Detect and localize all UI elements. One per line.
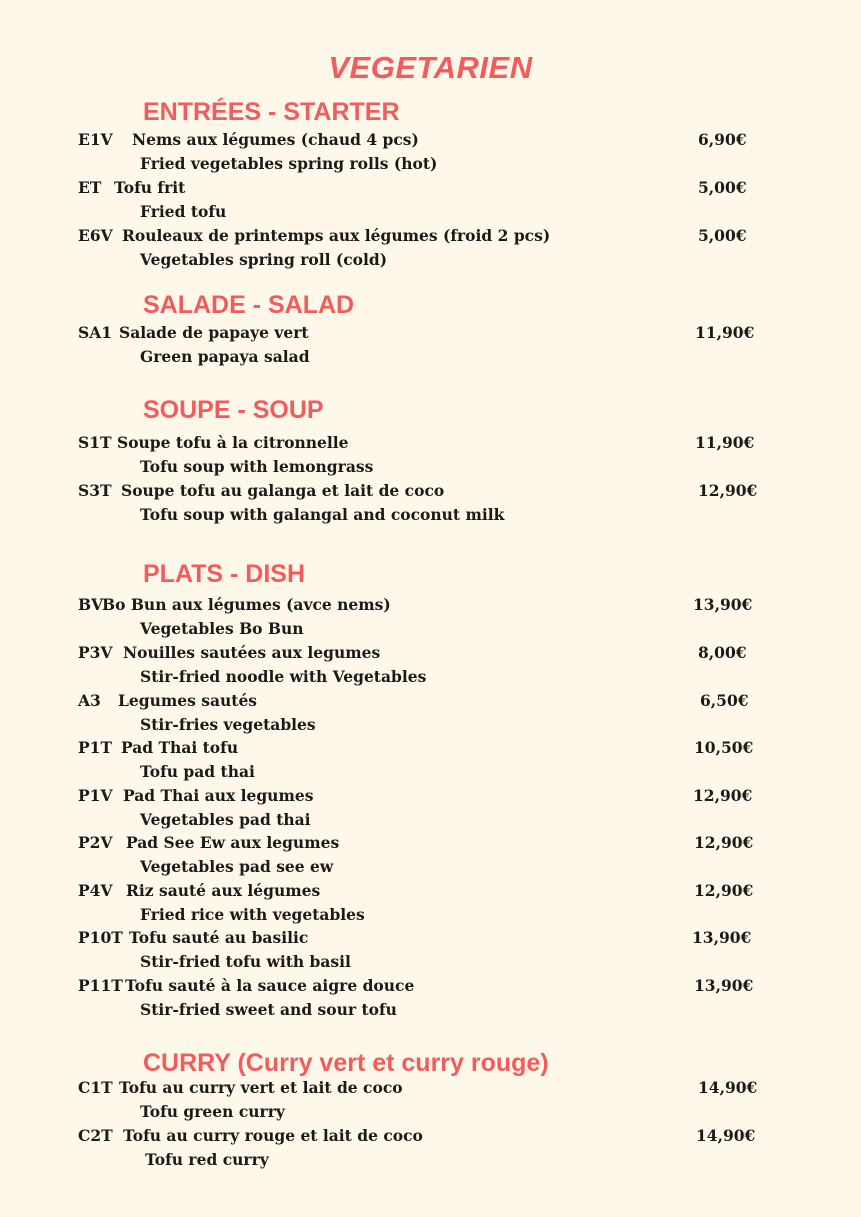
item-code: C2T: [78, 1126, 113, 1145]
section-heading-curry: CURRY (Curry vert et curry rouge): [143, 1049, 549, 1077]
item-name: Tofu sauté au basilic: [129, 928, 309, 947]
item-price: 11,90€: [695, 433, 755, 452]
item-english-name: Fried vegetables spring rolls (hot): [140, 154, 438, 173]
item-price: 5,00€: [698, 226, 747, 245]
item-code: P2V: [78, 833, 113, 852]
menu-item-row: [78, 432, 758, 454]
menu-item-row: [78, 690, 758, 712]
item-code: E6V: [78, 226, 113, 245]
item-english-name: Stir-fried sweet and sour tofu: [140, 1000, 397, 1019]
item-price: 13,90€: [693, 595, 753, 614]
item-english-name: Fried rice with vegetables: [140, 905, 365, 924]
item-name: Riz sauté aux légumes: [126, 881, 321, 900]
section-heading-dish: PLATS - DISH: [143, 560, 306, 588]
item-price: 12,90€: [694, 833, 754, 852]
item-price: 14,90€: [696, 1126, 756, 1145]
item-code: A3: [78, 691, 101, 710]
item-english-name: Vegetables spring roll (cold): [140, 250, 388, 269]
menu-item-row: [78, 322, 758, 344]
menu-item-row: [78, 480, 758, 502]
item-code: BV: [78, 595, 104, 614]
item-name: Rouleaux de printemps aux légumes (froid 2 pcs): [122, 226, 551, 245]
menu-item-row: [78, 642, 758, 664]
item-name: Tofu au curry rouge et lait de coco: [123, 1126, 423, 1145]
item-price: 11,90€: [695, 323, 755, 342]
section-heading-starter: ENTRÉES - STARTER: [143, 98, 400, 126]
item-code: P10T: [78, 928, 123, 947]
menu-item-row: [78, 594, 758, 616]
menu-item-row: [78, 129, 758, 151]
item-price: 10,50€: [694, 738, 754, 757]
item-code: P11T: [78, 976, 123, 995]
menu-item-row: [78, 177, 758, 199]
menu-item-row: [78, 1077, 758, 1099]
menu-item-row: [78, 737, 758, 759]
item-name: Tofu sauté à la sauce aigre douce: [125, 976, 415, 995]
menu-item-row: [78, 832, 758, 854]
item-code: S3T: [78, 481, 112, 500]
item-english-name: Vegetables Bo Bun: [140, 619, 304, 638]
item-name: Nouilles sautées aux legumes: [123, 643, 381, 662]
item-price: 14,90€: [698, 1078, 758, 1097]
item-name: Pad See Ew aux legumes: [126, 833, 340, 852]
item-price: 12,90€: [693, 786, 753, 805]
item-code: SA1: [78, 323, 113, 342]
item-english-name: Tofu pad thai: [140, 762, 255, 781]
item-name: Pad Thai tofu: [121, 738, 239, 757]
item-price: 8,00€: [698, 643, 747, 662]
item-code: P4V: [78, 881, 113, 900]
item-english-name: Stir-fried noodle with Vegetables: [140, 667, 427, 686]
item-name: Soupe tofu au galanga et lait de coco: [121, 481, 445, 500]
item-english-name: Tofu red curry: [145, 1150, 269, 1169]
item-name: Soupe tofu à la citronnelle: [117, 433, 349, 452]
menu-item-row: [78, 880, 758, 902]
menu-item-row: [78, 1125, 758, 1147]
item-price: 5,00€: [698, 178, 747, 197]
item-english-name: Tofu soup with lemongrass: [140, 457, 374, 476]
item-price: 13,90€: [692, 928, 752, 947]
item-name: Bo Bun aux légumes (avce nems): [102, 595, 391, 614]
item-name: Tofu frit: [114, 178, 186, 197]
item-name: Legumes sautés: [118, 691, 258, 710]
item-code: P3V: [78, 643, 113, 662]
menu-item-row: [78, 927, 758, 949]
item-name: Pad Thai aux legumes: [123, 786, 314, 805]
section-heading-salad: SALADE - SALAD: [143, 291, 355, 319]
item-english-name: Vegetables pad see ew: [140, 857, 334, 876]
item-price: 13,90€: [694, 976, 754, 995]
item-code: S1T: [78, 433, 112, 452]
section-heading-soup: SOUPE - SOUP: [143, 396, 324, 424]
menu-item-row: [78, 225, 758, 247]
item-english-name: Vegetables pad thai: [140, 810, 311, 829]
item-price: 6,50€: [700, 691, 749, 710]
item-code: C1T: [78, 1078, 113, 1097]
menu-title: VEGETARIEN: [328, 50, 533, 85]
item-code: E1V: [78, 130, 113, 149]
item-price: 12,90€: [694, 881, 754, 900]
item-english-name: Tofu soup with galangal and coconut milk: [140, 505, 505, 524]
item-english-name: Stir-fries vegetables: [140, 715, 316, 734]
item-english-name: Fried tofu: [140, 202, 227, 221]
item-price: 6,90€: [698, 130, 747, 149]
item-code: P1T: [78, 738, 112, 757]
item-english-name: Stir-fried tofu with basil: [140, 952, 351, 971]
item-name: Salade de papaye vert: [119, 323, 309, 342]
item-name: Nems aux légumes (chaud 4 pcs): [132, 130, 419, 149]
item-price: 12,90€: [698, 481, 758, 500]
item-name: Tofu au curry vert et lait de coco: [119, 1078, 403, 1097]
menu-item-row: [78, 785, 758, 807]
item-english-name: Green papaya salad: [140, 347, 310, 366]
menu-item-row: [78, 975, 758, 997]
item-code: ET: [78, 178, 102, 197]
item-english-name: Tofu green curry: [140, 1102, 285, 1121]
item-code: P1V: [78, 786, 113, 805]
